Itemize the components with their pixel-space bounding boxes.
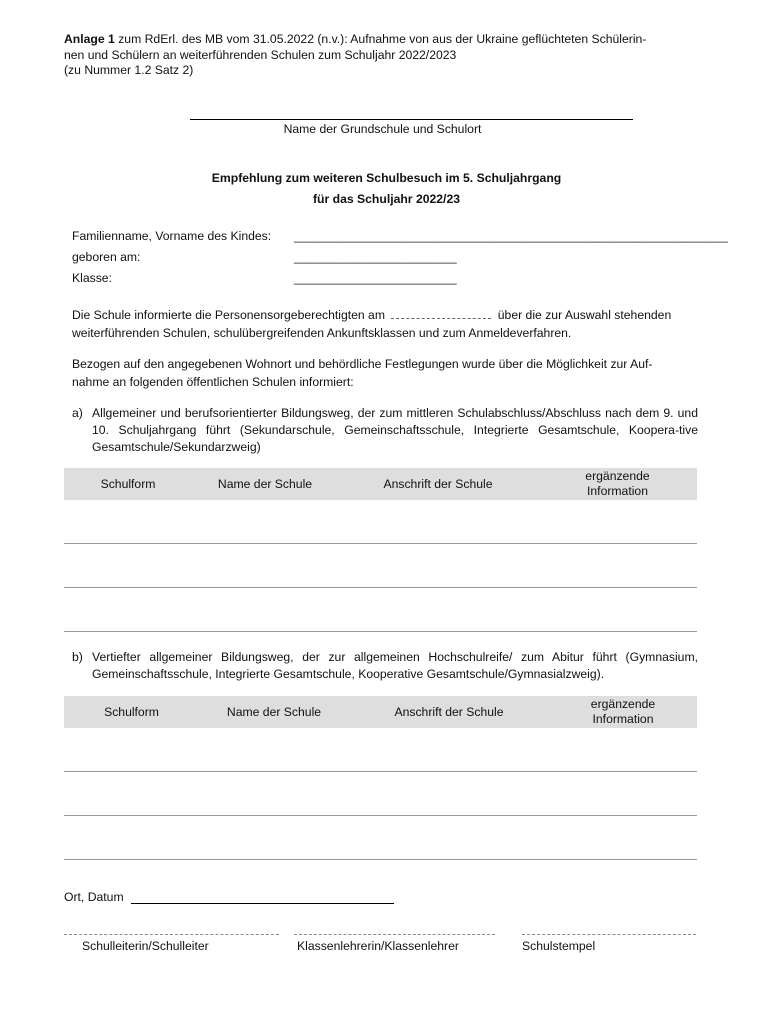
info-paragraph-2 <box>72 356 697 391</box>
section-a-text: Allgemeiner und berufsorientierter Bildungsweg, der zum mittleren Schulabschluss/Abschluss nach dem 9. und 10. Schuljahrgang führt (Sekundarschule, Gemeinschaftsschule, Integrierte Gesamtschule, Koopera-tive Gesamtschule/Sekundarzweig) <box>92 406 698 454</box>
schools-table-a <box>64 468 697 632</box>
table-cell[interactable] <box>338 544 538 588</box>
table-cell[interactable] <box>192 588 338 632</box>
stamp-label: Schulstempel <box>522 939 596 953</box>
school-name-line[interactable] <box>190 119 633 120</box>
table-cell[interactable] <box>549 772 697 816</box>
table-b-header-info: ergänzende Information <box>549 696 697 728</box>
table-cell[interactable] <box>349 816 549 860</box>
place-date-label: Ort, Datum <box>64 890 124 904</box>
table-b-header-name: Name der Schule <box>199 696 349 728</box>
header-line-3: (zu Nummer 1.2 Satz 2) <box>64 63 194 77</box>
place-date-field[interactable] <box>131 903 394 904</box>
table-cell[interactable] <box>64 500 192 544</box>
info-paragraph-1 <box>72 307 697 342</box>
table-row <box>64 728 697 772</box>
table-cell[interactable] <box>538 500 697 544</box>
table-cell[interactable] <box>192 500 338 544</box>
table-row <box>64 544 697 588</box>
table-cell[interactable] <box>192 544 338 588</box>
section-a <box>72 405 700 457</box>
header-line-2: nen und Schülern an weiterführenden Schulen zum Schuljahr 2022/2023 <box>64 47 457 62</box>
table-cell[interactable] <box>64 544 192 588</box>
info-date-field[interactable] <box>391 307 491 319</box>
table-cell[interactable] <box>538 588 697 632</box>
table-b-header-anschrift: Anschrift der Schule <box>349 696 549 728</box>
table-cell[interactable] <box>64 772 199 816</box>
table-cell[interactable] <box>538 544 697 588</box>
birthdate-label: geboren am: <box>72 250 141 264</box>
schools-table-b <box>64 696 697 860</box>
table-row <box>64 588 697 632</box>
child-name-field[interactable]: ________________________________________________________________ <box>294 229 728 243</box>
table-row <box>64 500 697 544</box>
table-b-header-row <box>64 696 697 728</box>
table-cell[interactable] <box>549 728 697 772</box>
table-cell[interactable] <box>349 772 549 816</box>
info-1-text-b: über die zur Auswahl stehenden <box>497 308 672 322</box>
section-b-text: Vertiefter allgemeiner Bildungsweg, der zur allgemeinen Hochschulreife/ zum Abitur führt (Gymnasium, Gemeinschaftsschule, Integrierte Gesamtschule, Kooperative Gesamtschule/Gymnasialzweig). <box>92 650 698 681</box>
table-b-header-schulform: Schulform <box>64 696 199 728</box>
info-1-text-a: Die Schule informierte die Personensorgeberechtigten am <box>72 308 385 322</box>
child-name-label: Familienname, Vorname des Kindes: <box>72 229 272 243</box>
table-a-header-row <box>64 468 697 500</box>
section-a-marker: a) <box>72 406 83 420</box>
table-row <box>64 816 697 860</box>
class-label: Klasse: <box>72 271 112 285</box>
annex-label: Anlage 1 <box>64 32 115 46</box>
principal-signature-label: Schulleiterin/Schulleiter <box>82 939 209 953</box>
table-cell[interactable] <box>199 772 349 816</box>
school-name-caption: Name der Grundschule und Schulort <box>283 122 482 136</box>
table-cell[interactable] <box>64 816 199 860</box>
table-a-header-anschrift: Anschrift der Schule <box>338 468 538 500</box>
table-cell[interactable] <box>349 728 549 772</box>
class-field[interactable]: ________________________ <box>294 271 457 285</box>
birthdate-field[interactable]: ________________________ <box>294 250 457 264</box>
table-a-header-info: ergänzende Information <box>538 468 697 500</box>
header-line-1: zum RdErl. des MB vom 31.05.2022 (n.v.): Aufnahme von aus der Ukraine geflüchteten Schülerin- <box>114 32 647 46</box>
table-cell[interactable] <box>64 728 199 772</box>
table-cell[interactable] <box>338 588 538 632</box>
teacher-signature-line[interactable] <box>294 934 495 935</box>
section-b <box>72 649 700 685</box>
principal-signature-line[interactable] <box>64 934 279 935</box>
table-cell[interactable] <box>199 816 349 860</box>
document-header <box>64 32 704 79</box>
form-title-line-2: für das Schuljahr 2022/23 <box>313 192 460 206</box>
table-a-header-name: Name der Schule <box>192 468 338 500</box>
stamp-line[interactable] <box>522 934 696 935</box>
teacher-signature-label: Klassenlehrerin/Klassenlehrer <box>297 939 459 953</box>
info-2-line-2: nahme an folgenden öffentlichen Schulen informiert: <box>72 374 354 389</box>
table-row <box>64 772 697 816</box>
form-title-line-1: Empfehlung zum weiteren Schulbesuch im 5. Schuljahrgang <box>211 171 562 185</box>
table-cell[interactable] <box>64 588 192 632</box>
table-cell[interactable] <box>549 816 697 860</box>
table-a-header-schulform: Schulform <box>64 468 192 500</box>
table-cell[interactable] <box>338 500 538 544</box>
section-b-marker: b) <box>72 650 83 664</box>
info-2-line-1: Bezogen auf den angegebenen Wohnort und behördliche Festlegungen wurde über die Möglichkeit zur Auf- <box>72 357 653 371</box>
info-1-line-2: weiterführenden Schulen, schulübergreifenden Ankunftsklassen und zum Anmeldeverfahren. <box>72 325 572 340</box>
table-cell[interactable] <box>199 728 349 772</box>
